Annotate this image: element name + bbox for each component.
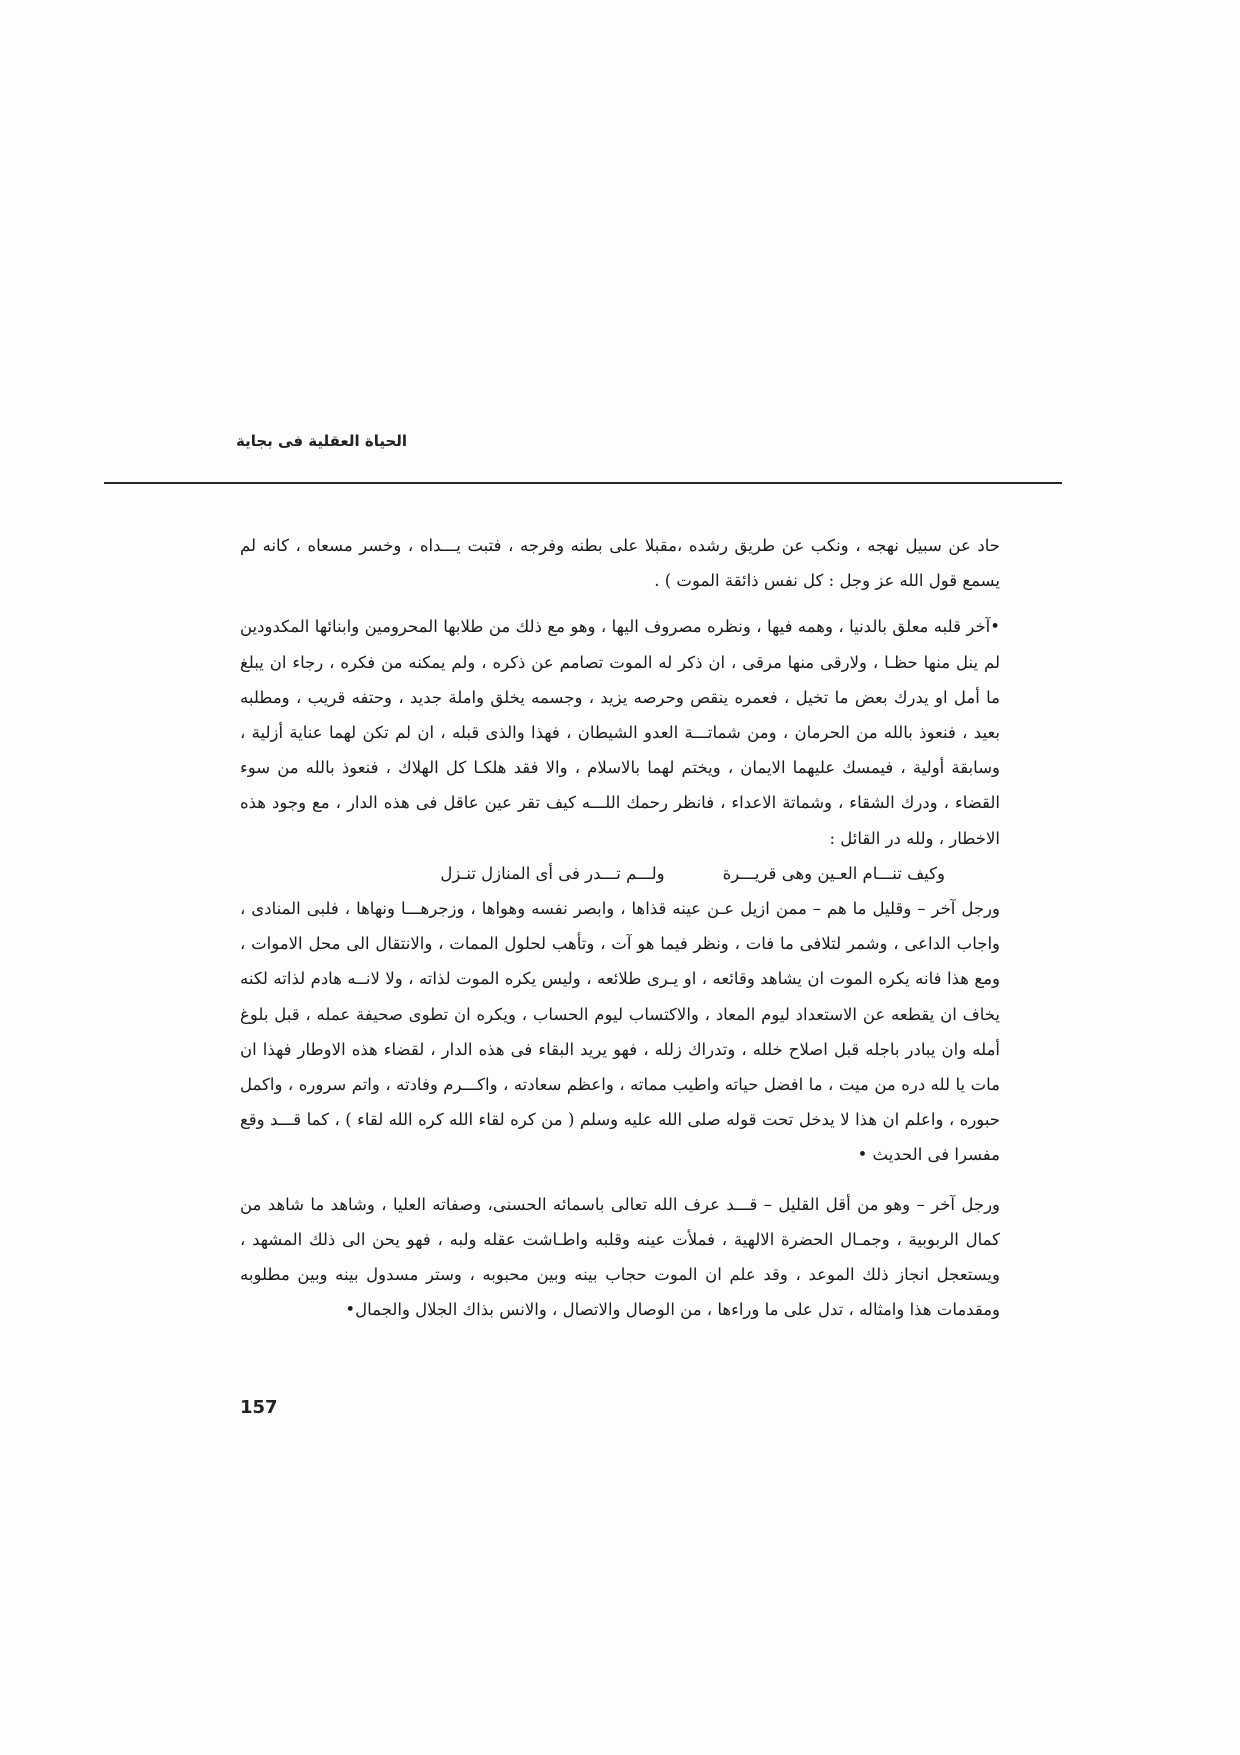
paragraph-1: حاد عن سبيل نهجه ، ونكب عن طريق رشده ،مقبلا على بطنه وفرجه ، فتبت يـــداه ، وخسر مسعاه ، كانه لم يسمع قول الله عز وجل : كل نفس ذائقة الموت ) . <box>240 536 1000 591</box>
page-number: 157 <box>240 1397 278 1418</box>
running-header: الحياة العقلية فى بجاية <box>236 432 408 450</box>
poetry-verse <box>240 856 1000 891</box>
paragraph-4: ورجل آخر – وهو من أقل القليل – قـــد عرف الله تعالى باسمائه الحسنى، وصفاته العليا ، وشاهد ما شاهد من كمال الربوبية ، وجمـال الحضرة الالهية ، فملأت عينه وقلبه واطـاشت عقله ولبه ، فهو يحن الى ذلك المشهد ، ويستعجل انجاز ذلك الموعد ، وقد علم ان الموت حجاب بينه وبين محبوبه ، وستر مسدول بينه وبين مطلوبه ومقدمات هذا وامثاله ، تدل على ما وراءها ، من الوصال والاتصال ، والانس بذاك الجلال والجمال• <box>240 1194 1000 1320</box>
header-divider <box>104 482 1062 484</box>
paragraph-3: ورجل آخر – وقليل ما هم – ممن ازيل عـن عينه قذاها ، وابصر نفسه وهواها ، وزجرهـــا ونهاها ، فلبى المنادى ، واجاب الداعى ، وشمر لتلافى ما فات ، ونظر فيما هو آت ، وتأهب لحلول الممات ، والانتقال الى محل الاموات ، ومع هذا فانه يكره الموت ان يشاهد وقائعه ، او يـرى طلائعه ، وليس يكره الموت لذاته ، ولا لانــه هادم لذاته لكنه يخاف ان يقطعه عن الاستعداد ليوم المعاد ، والاكتساب ليوم الحساب ، ويكره ان تطوى صحيفة عمله ، قبل بلوغ أمله وان يبادر باجله قبل اصلاح خلله ، وتدراك زلله ، فهو يريد البقاء فى هذه الدار ، لقضاء هذه الاوطار فهذا ان مات يا لله دره من ميت ، ما افضل حياته واطيب مماته ، واعظم سعادته ، واكـــرم وفادته ، واتم سروره ، واكمل حبوره ، واعلم ان هذا لا يدخل تحت قوله صلى الله عليه وسلم ( من كره لقاء الله كره الله لقاء ) ، كما قـــد وقع مفسرا فى الحديث • <box>240 899 1000 1165</box>
verse-second-hemistich: ولـــم تـــدر فى أى المنازل تنـزل <box>440 863 665 883</box>
body-text <box>240 528 1000 1327</box>
paragraph-2: •آخر قلبه معلق بالدنيا ، وهمه فيها ، ونظره مصروف اليها ، وهو مع ذلك من طلابها المحرومين وابنائها المكدودين لم ينل منها حظـا ، ولارقى منها مرقى ، ان ذكر له الموت تصامم عن ذكره ، ولم يمكنه من فكره ، رجاء ان يبلغ ما أمل او يدرك بعض ما تخيل ، فعمره ينقص وحرصه يزيد ، وجسمه يخلق واملة جديد ، وحتفه قريب ، ومطلبه بعيد ، فنعوذ بالله من الحرمان ، ومن شماتـــة العدو الشيطان ، فهذا والذى قبله ، ان لم تكن لهما عناية أزلية ، وسابقة أولية ، فيمسك عليهما الايمان ، ويختم لهما بالاسلام ، والا فقد هلكـا كل الهلاك ، فنعوذ بالله من سوء القضاء ، ودرك الشقاء ، وشماتة الاعداء ، فانظر رحمك اللـــه كيف تقر عين عاقل فى هذه الدار ، مع وجود هذه الاخطار ، ولله در القائل : <box>240 617 1000 848</box>
verse-first-hemistich: وكيف تنـــام العـين وهى قريـــرة <box>722 863 945 883</box>
